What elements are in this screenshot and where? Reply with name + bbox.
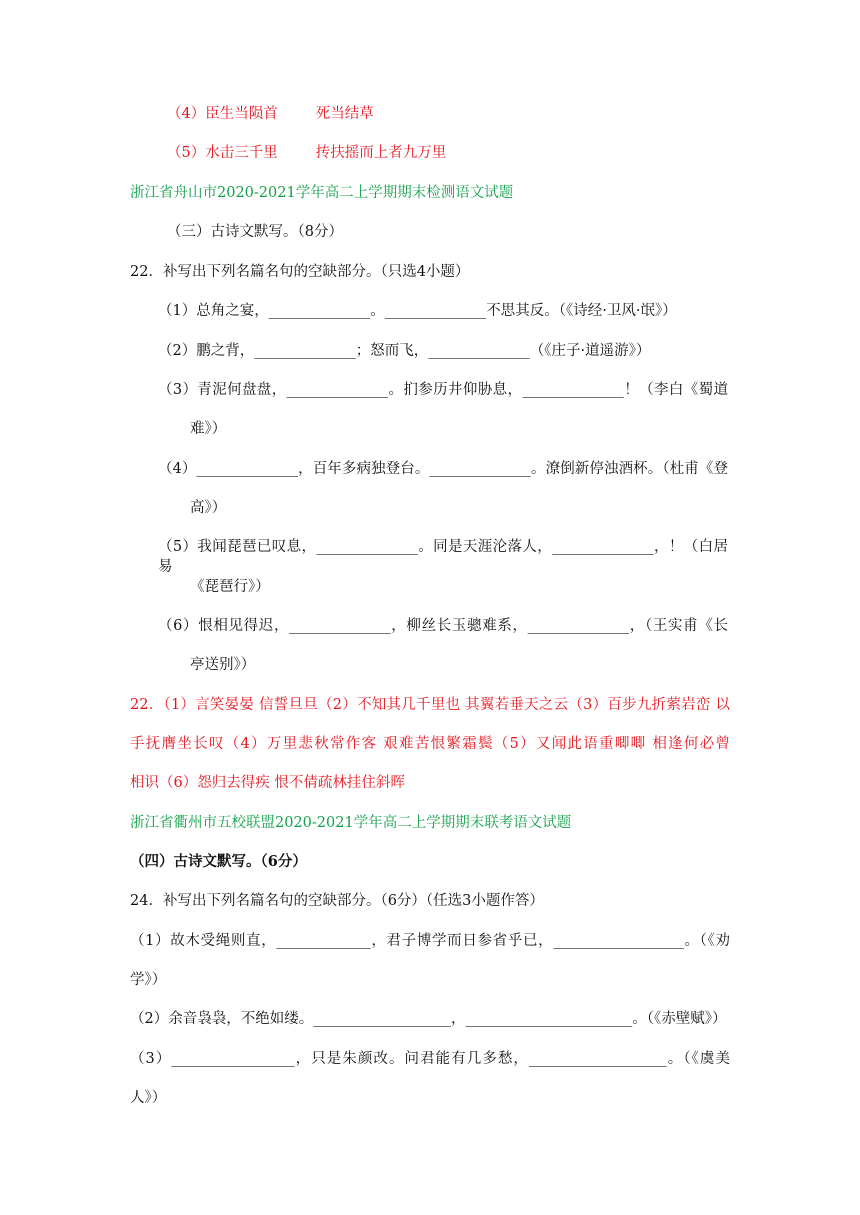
section-title: （四）古诗文默写。（6分） — [130, 853, 307, 870]
answer-number: （5） — [167, 145, 206, 161]
question-item-2: （2）鹏之背，______________；怒而飞，______________（《庄子·道遥游》） — [158, 343, 651, 359]
question-item-6: （6）恨相见得迟，______________，柳丝长玉骢难系，______________，（王实甫《长 — [158, 618, 728, 634]
question-item-3: （3）青泥何盘盘，______________。扪参历井仰胁息，______________！（李白《蜀道 — [158, 382, 728, 398]
answer-22-line-3: 相识（6）怨归去得疾 恨不倩疏林挂住斜晖 — [130, 775, 405, 791]
source-heading-quzhou: 浙江省衢州市五校联盟2020-2021学年高二上学期期末联考语文试题 — [130, 815, 572, 831]
question-item-4: （4）______________，百年多病独登台。______________。潦倒新停浊酒杯。（杜甫《登 — [158, 461, 728, 477]
question-24: 24．补写出下列名篇名句的空缺部分。（6分）（任选3小题作答） — [130, 893, 544, 909]
question-item-1-cont: 学》） — [130, 972, 167, 988]
question-item-3-cont: 人》） — [130, 1090, 167, 1106]
answer-part: 臣生当陨首 — [205, 106, 278, 122]
answer-part: 水击三千里 — [205, 145, 278, 161]
question-22: 22．补写出下列名篇名句的空缺部分。（只选4小题） — [130, 264, 470, 280]
answer-part: 抟扶摇而上者九万里 — [315, 145, 447, 161]
question-item-2: （2）余音袅袅，不绝如缕。___________________，_______________________。（《赤壁赋》） — [130, 1011, 727, 1027]
question-item-5: （5）我闻琵琶已叹息，______________。同是天涯沦落人，______________，！（白居易 — [158, 539, 728, 575]
question-item-1: （1）总角之宴，______________。______________不思其反。（《诗经·卫风·氓》） — [158, 303, 677, 319]
answer-22-line-1: 22．（1）言笑晏晏 信誓旦旦（2）不知其几千里也 其翼若垂天之云（3）百步九折萦岩峦 以 — [130, 697, 730, 713]
question-item-3-cont: 难》） — [190, 421, 227, 437]
answer-22-line-2: 手抚膺坐长叹（4）万里悲秋常作客 艰难苦恨繁霜鬓（5）又闻此语重唧唧 相逢何必曾 — [130, 736, 730, 752]
question-item-5-cont: 《琵琶行》） — [190, 579, 270, 595]
question-item-1: （1）故木受绳则直，_____________，君子博学而日参省乎已，__________________。（《劝 — [130, 933, 730, 949]
answer-number: （4） — [167, 106, 206, 122]
section-title: （三）古诗文默写。（8分） — [167, 224, 343, 240]
answer-item-4 — [167, 104, 374, 124]
question-item-3: （3）_________________，只是朱颜改。问君能有几多愁，___________________。（《虞美 — [130, 1051, 730, 1067]
question-item-6-cont: 亭送别》） — [190, 657, 256, 673]
answer-part: 死当结草 — [315, 106, 374, 122]
question-item-4-cont: 高》） — [190, 500, 227, 516]
source-heading-zhoushan: 浙江省舟山市2020-2021学年高二上学期期末检测语文试题 — [130, 185, 514, 201]
answer-item-5 — [167, 143, 446, 163]
